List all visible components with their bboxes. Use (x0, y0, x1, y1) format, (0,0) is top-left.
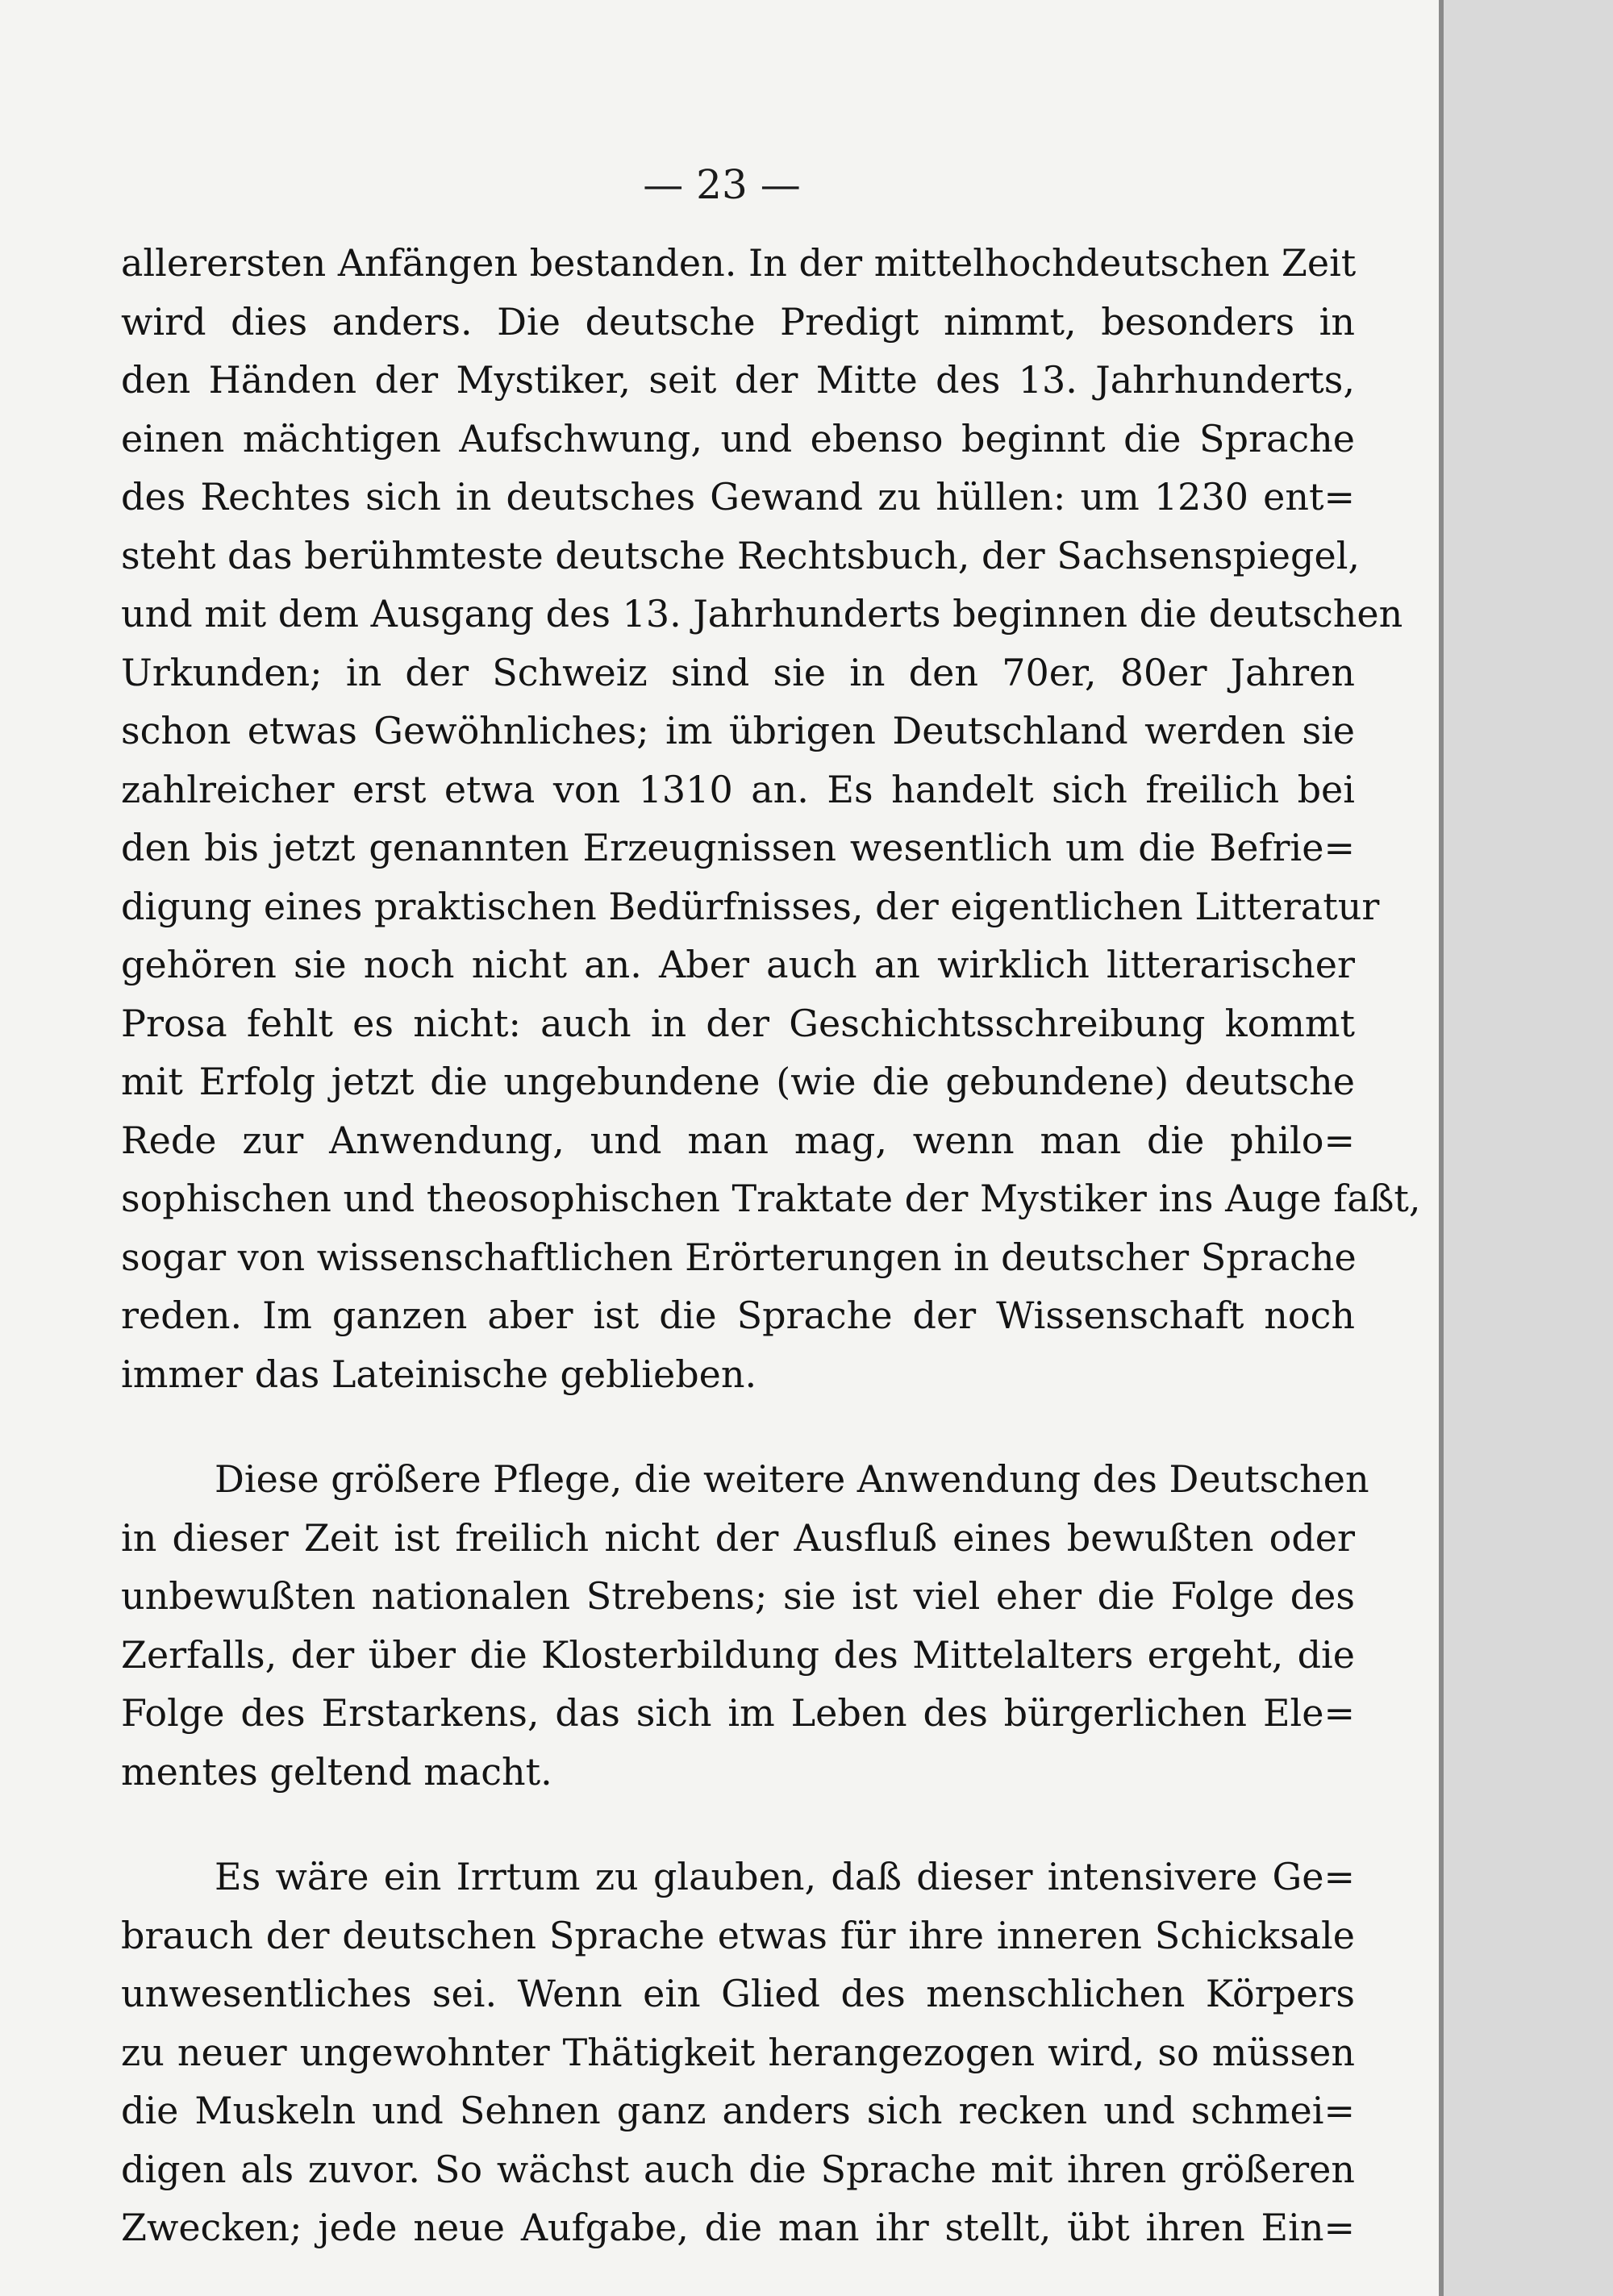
text-line: Folge des Erstarkens, das sich im Leben des bürgerlichen Ele= (121, 1691, 1355, 1735)
text-line: Diese größere Pflege, die weitere Anwendung des Deutschen (215, 1457, 1369, 1501)
text-line: digung eines praktischen Bedürfnisses, der eigentlichen Litteratur (121, 884, 1380, 928)
text-line: mentes geltend macht. (121, 1749, 552, 1794)
text-line: die Muskeln und Sehnen ganz anders sich recken und schmei= (121, 2089, 1355, 2132)
text-line: Zwecken; jede neue Aufgabe, die man ihr stellt, übt ihren Ein= (121, 2206, 1355, 2249)
text-line: immer das Lateinische geblieben. (121, 1352, 757, 1396)
text-line: den Händen der Mystiker, seit der Mitte des 13. Jahrhunderts, (121, 358, 1355, 402)
text-line: zu neuer ungewohnter Thätigkeit herangezogen wird, so müssen (121, 2030, 1355, 2074)
text-line: reden. Im ganzen aber ist die Sprache der Wissenschaft noch (121, 1294, 1355, 1337)
text-line: digen als zuvor. So wächst auch die Sprache mit ihren größeren (121, 2147, 1355, 2191)
text-line: Urkunden; in der Schweiz sind sie in den 70er, 80er Jahren (121, 650, 1355, 694)
text-line: Es wäre ein Irrtum zu glauben, daß dieser intensivere Ge= (215, 1855, 1355, 1898)
text-line: unwesentliches sei. Wenn ein Glied des menschlichen Körpers (121, 1972, 1355, 2015)
paragraph (121, 1848, 1355, 2257)
text-line: sogar von wissenschaftlichen Erörterungen in deutscher Sprache (121, 1235, 1357, 1279)
text-line: wird dies anders. Die deutsche Predigt nimmt, besonders in (121, 299, 1355, 344)
paragraph (121, 234, 1421, 1403)
text-line: steht das berühmteste deutsche Rechtsbuch, der Sachsenspiegel, (121, 533, 1361, 577)
text-line: des Rechtes sich in deutsches Gewand zu hüllen: um 1230 ent= (121, 475, 1355, 519)
text-line: Rede zur Anwendung, und man mag, wenn man die philo= (121, 1118, 1355, 1162)
text-line: brauch der deutschen Sprache etwas für ihre inneren Schicksale (121, 1913, 1355, 1957)
text-line: unbewußten nationalen Strebens; sie ist viel eher die Folge des (121, 1574, 1355, 1618)
text-line: zahlreicher erst etwa von 1310 an. Es handelt sich freilich bei (121, 767, 1355, 811)
page-number: — 23 — (643, 161, 801, 208)
text-line: allerersten Anfängen bestanden. In der mittelhochdeutschen Zeit (121, 241, 1357, 285)
text-line: Prosa fehlt es nicht: auch in der Geschichtsschreibung kommt (121, 1001, 1355, 1045)
text-line: in dieser Zeit ist freilich nicht der Ausfluß eines bewußten oder (121, 1515, 1355, 1560)
body-text (121, 234, 1421, 2257)
paragraph-gap (121, 1403, 1355, 1450)
text-line: Zerfalls, der über die Klosterbildung des Mittelalters ergeht, die (121, 1632, 1355, 1677)
text-line: gehören sie noch nicht an. Aber auch an wirklich litterarischer (121, 943, 1355, 986)
paragraph-gap (121, 1801, 1355, 1848)
text-line: mit Erfolg jetzt die ungebundene (wie die gebundene) deutsche (121, 1060, 1355, 1103)
text-line: und mit dem Ausgang des 13. Jahrhunderts beginnen die deutschen (121, 592, 1403, 635)
text-line: den bis jetzt genannten Erzeugnissen wesentlich um die Befrie= (121, 826, 1355, 869)
text-line: sophischen und theosophischen Traktate der Mystiker ins Auge faßt, (121, 1177, 1421, 1220)
text-line: schon etwas Gewöhnliches; im übrigen Deutschland werden sie (121, 709, 1355, 752)
paragraph (121, 1450, 1369, 1801)
text-line: einen mächtigen Aufschwung, und ebenso beginnt die Sprache (121, 416, 1355, 460)
